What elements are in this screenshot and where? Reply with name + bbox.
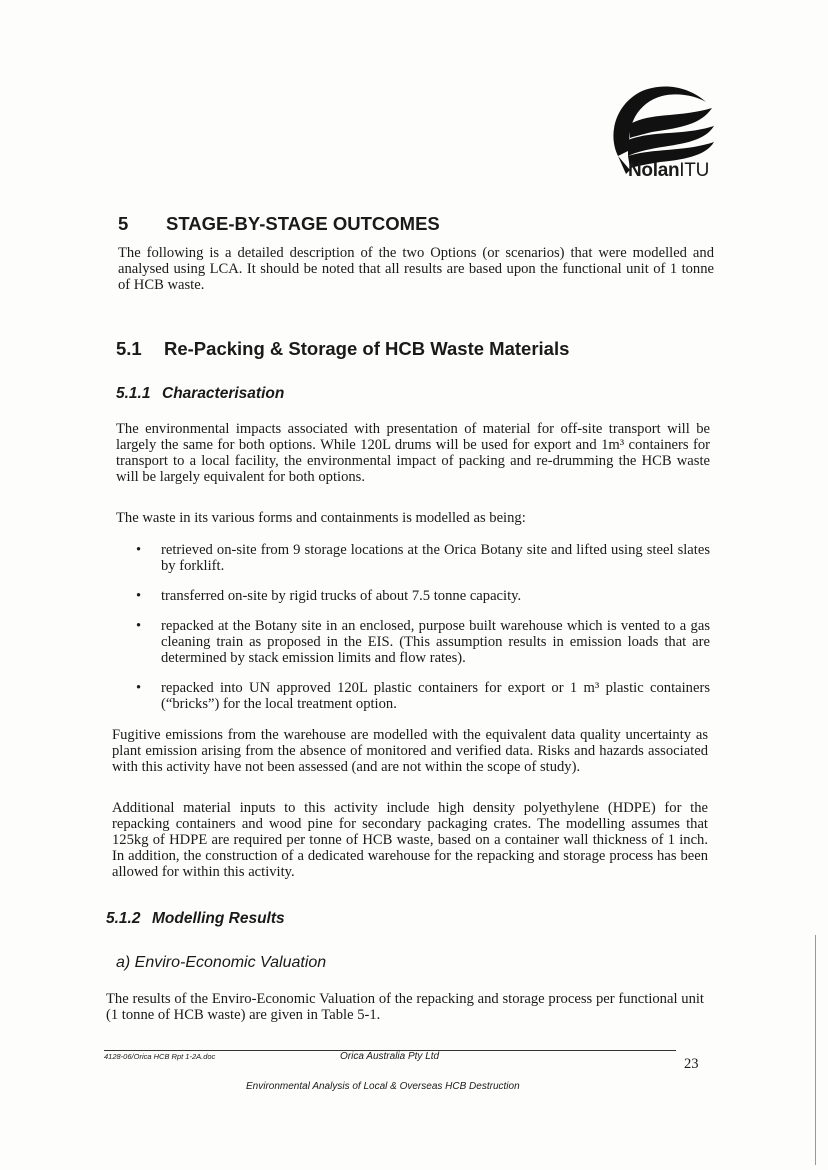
sub-heading-a: a) Enviro-Economic Valuation (116, 954, 327, 971)
bullet-icon: • (136, 680, 142, 696)
logo-wordmark (628, 160, 709, 182)
section-title: STAGE-BY-STAGE OUTCOMES (166, 213, 440, 234)
list-item-text: transferred on-site by rigid trucks of about 7.5 tonne capacity. (161, 588, 522, 604)
scan-edge-divider (815, 935, 816, 1165)
paragraph-results: The results of the Enviro-Economic Valuation of the repacking and storage process per functional unit (1 tonne of HCB waste) are given in Table 5-1. (106, 991, 704, 1023)
subsection-number: 5.1.2 (106, 910, 141, 927)
subsection-heading-5-1-1 (116, 385, 284, 403)
footer-company: Orica Australia Pty Ltd (340, 1051, 440, 1062)
subsection-title: Modelling Results (152, 910, 285, 927)
section-heading (118, 213, 440, 235)
footer-title: Environmental Analysis of Local & Overseas HCB Destruction (246, 1081, 520, 1092)
subsection-number: 5.1 (116, 338, 142, 359)
list-item (132, 588, 710, 604)
bullet-icon: • (136, 542, 142, 558)
list-item-text: repacked at the Botany site in an enclosed, purpose built warehouse which is vented to a gas cleaning train as proposed in the EIS. (This assumption results in emission loads that are determined by stack emission limits and flow rates). (161, 618, 710, 666)
subsection-title: Characterisation (162, 385, 285, 402)
paragraph-modelled-as: The waste in its various forms and containments is modelled as being: (116, 510, 526, 526)
bullet-icon: • (136, 618, 142, 634)
logo-name-light: ITU (679, 160, 709, 181)
list-item-text: repacked into UN approved 120L plastic containers for export or 1 m³ plastic containers (“bricks”) for the local treatment option. (161, 680, 710, 712)
logo-name-bold: Nolan (628, 160, 680, 181)
list-item (132, 542, 710, 574)
list-item (132, 680, 710, 712)
bullet-list (132, 542, 710, 726)
subsection-heading-5-1-2 (106, 910, 285, 928)
paragraph-fugitive-emissions: Fugitive emissions from the warehouse are modelled with the equivalent data quality uncertainty as plant emission arising from the absence of monitored and verified data. Risks and hazards associated with this activity have not been assessed (and are not within the scope of study). (112, 727, 708, 775)
paragraph-characterisation: The environmental impacts associated with presentation of material for off-site transport will be largely the same for both options. While 120L drums will be used for export and 1m³ containers for transport to a local facility, the environmental impact of packing and re-drumming the HCB waste will be largely equivalent for both options. (116, 421, 710, 485)
bullet-icon: • (136, 588, 142, 604)
paragraph-material-inputs: Additional material inputs to this activity include high density polyethylene (HDPE) for the repacking containers and wood pine for secondary packaging crates. The modelling assumes that 125kg of HDPE are required per tonne of HCB waste, based on a container wall thickness of 1 inch. In addition, the construction of a dedicated warehouse for the repacking and storage process has been allowed for within this activity. (112, 800, 708, 880)
footer-doc-ref: 4128-06/Orica HCB Rpt 1-2A.doc (104, 1052, 216, 1061)
subsection-number: 5.1.1 (116, 385, 151, 402)
list-item (132, 618, 710, 666)
subsection-heading-5-1 (116, 338, 569, 360)
section-number: 5 (118, 213, 129, 234)
intro-paragraph: The following is a detailed description of the two Options (or scenarios) that were modelled and analysed using LCA. It should be noted that all results are based upon the functional unit of 1 tonne of HCB waste. (118, 245, 714, 293)
list-item-text: retrieved on-site from 9 storage locations at the Orica Botany site and lifted using steel slates by forklift. (161, 542, 710, 574)
subsection-title: Re-Packing & Storage of HCB Waste Materials (164, 338, 570, 359)
page-number: 23 (684, 1056, 699, 1072)
